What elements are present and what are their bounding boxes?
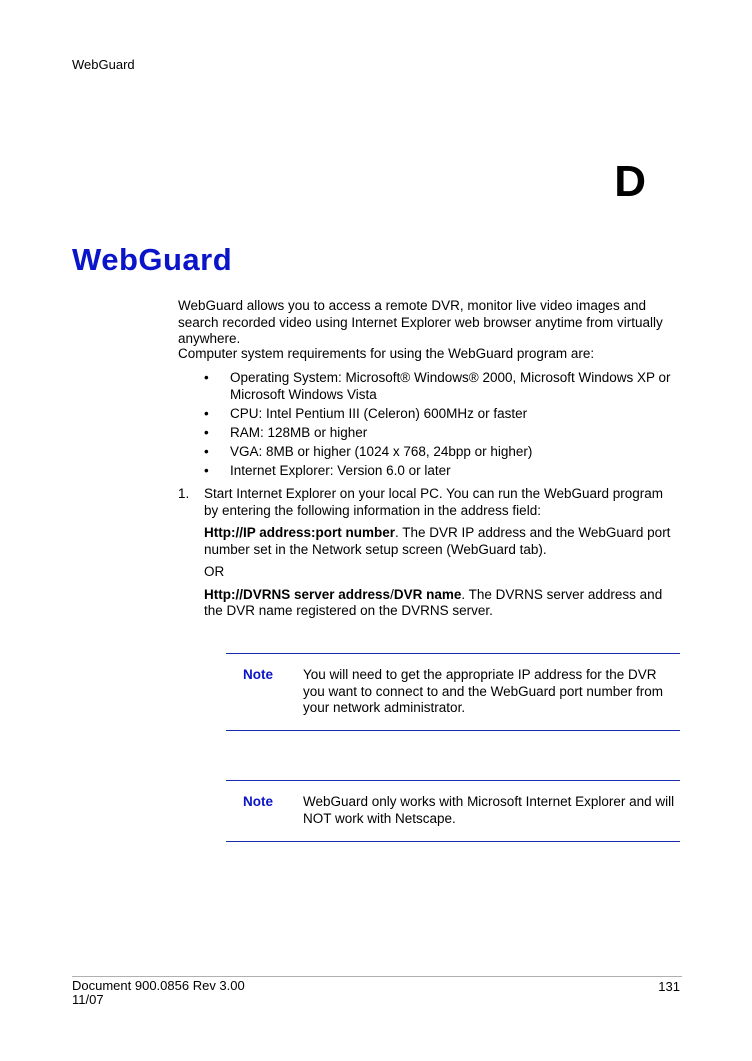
footer-document-info bbox=[72, 979, 245, 1007]
requirements-list bbox=[204, 370, 684, 482]
document-number: Document 900.0856 Rev 3.00 bbox=[72, 978, 245, 993]
bullet-icon: • bbox=[204, 405, 209, 421]
running-header: WebGuard bbox=[72, 57, 135, 72]
address-option-2: Http://DVRNS server address/DVR name. The DVRNS server address and the DVR name registered on the DVRNS server. bbox=[204, 586, 663, 618]
note-box bbox=[226, 653, 680, 731]
note-label: Note bbox=[243, 667, 273, 682]
bullet-icon: • bbox=[204, 462, 209, 478]
list-item: • Operating System: Microsoft® Windows® 2000, Microsoft Windows XP or Microsoft Windows Vista bbox=[204, 370, 671, 402]
page-number: 131 bbox=[658, 979, 680, 994]
step-number: 1. bbox=[178, 486, 190, 501]
list-item: • CPU: Intel Pentium III (Celeron) 600MHz or faster bbox=[204, 405, 528, 421]
step-1 bbox=[178, 486, 678, 626]
footer-divider bbox=[72, 976, 682, 977]
list-item: • VGA: 8MB or higher (1024 x 768, 24bpp or higher) bbox=[204, 443, 533, 459]
note-box bbox=[226, 780, 680, 842]
step-text: Start Internet Explorer on your local PC. You can run the WebGuard program by entering the following information in the address field: bbox=[204, 486, 663, 518]
bullet-icon: • bbox=[204, 370, 209, 385]
list-item: • Internet Explorer: Version 6.0 or later bbox=[204, 462, 451, 478]
list-item: • RAM: 128MB or higher bbox=[204, 424, 368, 440]
bullet-icon: • bbox=[204, 424, 209, 440]
note-label: Note bbox=[243, 794, 273, 809]
or-separator: OR bbox=[204, 564, 225, 579]
note-text: You will need to get the appropriate IP address for the DVR you want to connect to and the WebGuard port number from your network administrator. bbox=[303, 667, 663, 715]
appendix-letter: D bbox=[614, 157, 646, 206]
requirements-intro: Computer system requirements for using the WebGuard program are: bbox=[178, 346, 595, 361]
document-date: 11/07 bbox=[72, 992, 104, 1007]
bullet-icon: • bbox=[204, 443, 209, 459]
address-option-1: Http://IP address:port number. The DVR IP address and the WebGuard port number set in the Network setup screen (WebGuard tab). bbox=[204, 525, 671, 557]
page-title: WebGuard bbox=[72, 242, 233, 277]
note-text: WebGuard only works with Microsoft Internet Explorer and will NOT work with Netscape. bbox=[303, 794, 675, 826]
intro-paragraph: WebGuard allows you to access a remote DVR, monitor live video images and search recorded video using Internet Explorer web browser anytime from virtually anywhere. bbox=[178, 298, 663, 346]
